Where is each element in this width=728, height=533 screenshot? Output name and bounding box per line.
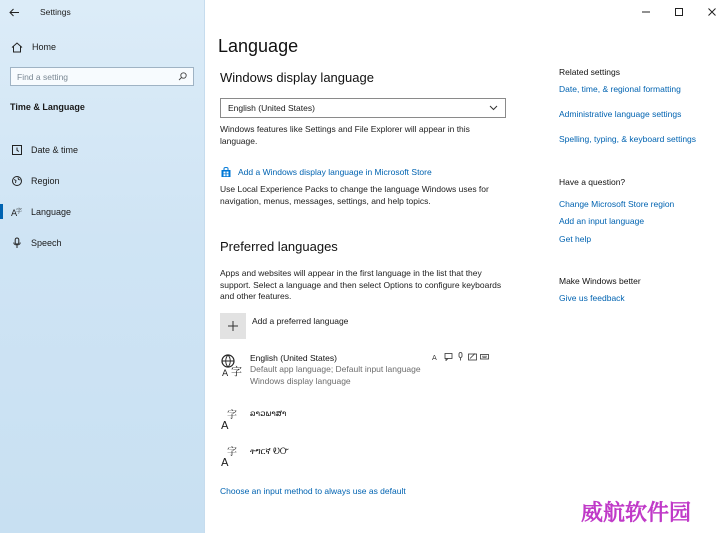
clock-icon: [10, 144, 24, 156]
back-arrow-icon: [9, 8, 20, 17]
date-time-formatting-link[interactable]: Date, time, & regional formatting: [559, 84, 681, 94]
question-heading: Have a question?: [559, 177, 626, 187]
feedback-heading: Make Windows better: [559, 276, 641, 286]
add-language-button[interactable]: [220, 313, 348, 339]
display-language-heading: Windows display language: [220, 70, 374, 85]
minimize-button[interactable]: [629, 0, 662, 24]
add-language-label: Add a preferred language: [252, 316, 349, 326]
store-link-label: Add a Windows display language in Microsoft Store: [238, 167, 432, 177]
get-help-link[interactable]: Get help: [559, 234, 592, 244]
title-bar: [0, 0, 205, 24]
preferred-languages-heading: Preferred languages: [220, 239, 338, 254]
preferred-languages-description: Apps and websites will appear in the first language in the list that they support. Select a language and then select Options to configure keyboards and other features.: [220, 268, 502, 301]
language-detail: Default app language; Default input language: [250, 364, 421, 374]
sidebar-item-language[interactable]: [0, 196, 205, 227]
plus-icon: [220, 313, 246, 339]
microphone-icon: [10, 237, 24, 249]
maximize-button[interactable]: [662, 0, 695, 24]
handwriting-feature-icon: [468, 352, 477, 361]
language-feature-icons: [432, 352, 489, 361]
language-name: ລາວພາສາ: [250, 408, 287, 418]
related-settings-heading: Related settings: [559, 67, 620, 77]
language-name: ትግርኛ ᎧᏅ: [250, 446, 289, 456]
sidebar-item-region[interactable]: [0, 165, 205, 196]
svg-text:A: A: [432, 354, 437, 361]
sidebar-item-label: Date & time: [31, 144, 79, 155]
language-detail: Windows display language: [250, 375, 351, 386]
svg-text:A: A: [11, 208, 18, 218]
maximize-icon: [674, 7, 684, 17]
keyboard-feature-icon: [480, 352, 489, 361]
store-link[interactable]: [220, 166, 432, 178]
add-input-language-link[interactable]: Add an input language: [559, 216, 645, 226]
svg-text:A: A: [222, 369, 229, 377]
dropdown-value: English (United States): [228, 103, 315, 113]
home-icon: [10, 42, 24, 53]
globe-icon: [10, 175, 24, 187]
svg-text:字: 字: [227, 447, 237, 458]
section-label: Time & Language: [10, 102, 85, 112]
home-nav-item[interactable]: [10, 38, 56, 56]
sidebar-item-date-time[interactable]: [0, 134, 205, 165]
close-icon: [707, 7, 717, 17]
display-language-description: Windows features like Settings and File Explorer will appear in this language.: [220, 124, 470, 146]
display-language-dropdown[interactable]: [220, 98, 506, 118]
svg-text:A: A: [221, 456, 229, 468]
store-region-link[interactable]: Change Microsoft Store region: [559, 199, 675, 209]
window-controls: [629, 0, 728, 24]
language-icon: [10, 206, 24, 218]
svg-text:字: 字: [227, 410, 237, 421]
sidebar-item-label: Region: [31, 175, 60, 186]
chevron-down-icon: [489, 105, 498, 111]
language-name: English (United States): [250, 353, 337, 363]
administrative-language-link[interactable]: Administrative language settings: [559, 109, 682, 119]
close-button[interactable]: [695, 0, 728, 24]
svg-text:字: 字: [16, 207, 23, 215]
sidebar-item-label: Speech: [31, 237, 62, 248]
window-title: Settings: [40, 7, 71, 17]
lxp-description: Use Local Experience Packs to change the language Windows uses for navigation, menus, messages, settings, and help topics.: [220, 184, 489, 206]
store-icon: [220, 166, 232, 178]
language-list-item[interactable]: [220, 353, 421, 387]
svg-text:A: A: [221, 419, 229, 431]
feedback-link[interactable]: Give us feedback: [559, 293, 625, 303]
minimize-icon: [641, 7, 651, 17]
page-title: Language: [218, 36, 299, 56]
watermark-text: 威航软件园: [581, 500, 692, 525]
search-input[interactable]: [10, 67, 194, 86]
language-glyph-icon: [220, 407, 244, 431]
language-list-item[interactable]: [220, 444, 289, 468]
nav-list: [0, 134, 205, 258]
sidebar-item-speech[interactable]: [0, 227, 205, 258]
home-label: Home: [32, 42, 57, 52]
speech-feature-icon: [444, 352, 453, 361]
search-icon: [178, 72, 187, 81]
svg-text:字: 字: [231, 365, 242, 377]
spelling-typing-link[interactable]: Spelling, typing, & keyboard settings: [559, 134, 697, 144]
back-button[interactable]: [0, 0, 28, 24]
language-list-item[interactable]: [220, 407, 286, 431]
language-glyph-icon: [220, 353, 244, 377]
choose-input-method-link[interactable]: Choose an input method to always use as default: [220, 486, 406, 496]
sidebar: [0, 0, 205, 533]
language-glyph-icon: [220, 444, 244, 468]
search-placeholder: Find a setting: [17, 71, 69, 82]
sidebar-item-label: Language: [31, 206, 72, 217]
microphone-feature-icon: [456, 352, 465, 361]
display-language-feature-icon: [432, 352, 441, 361]
